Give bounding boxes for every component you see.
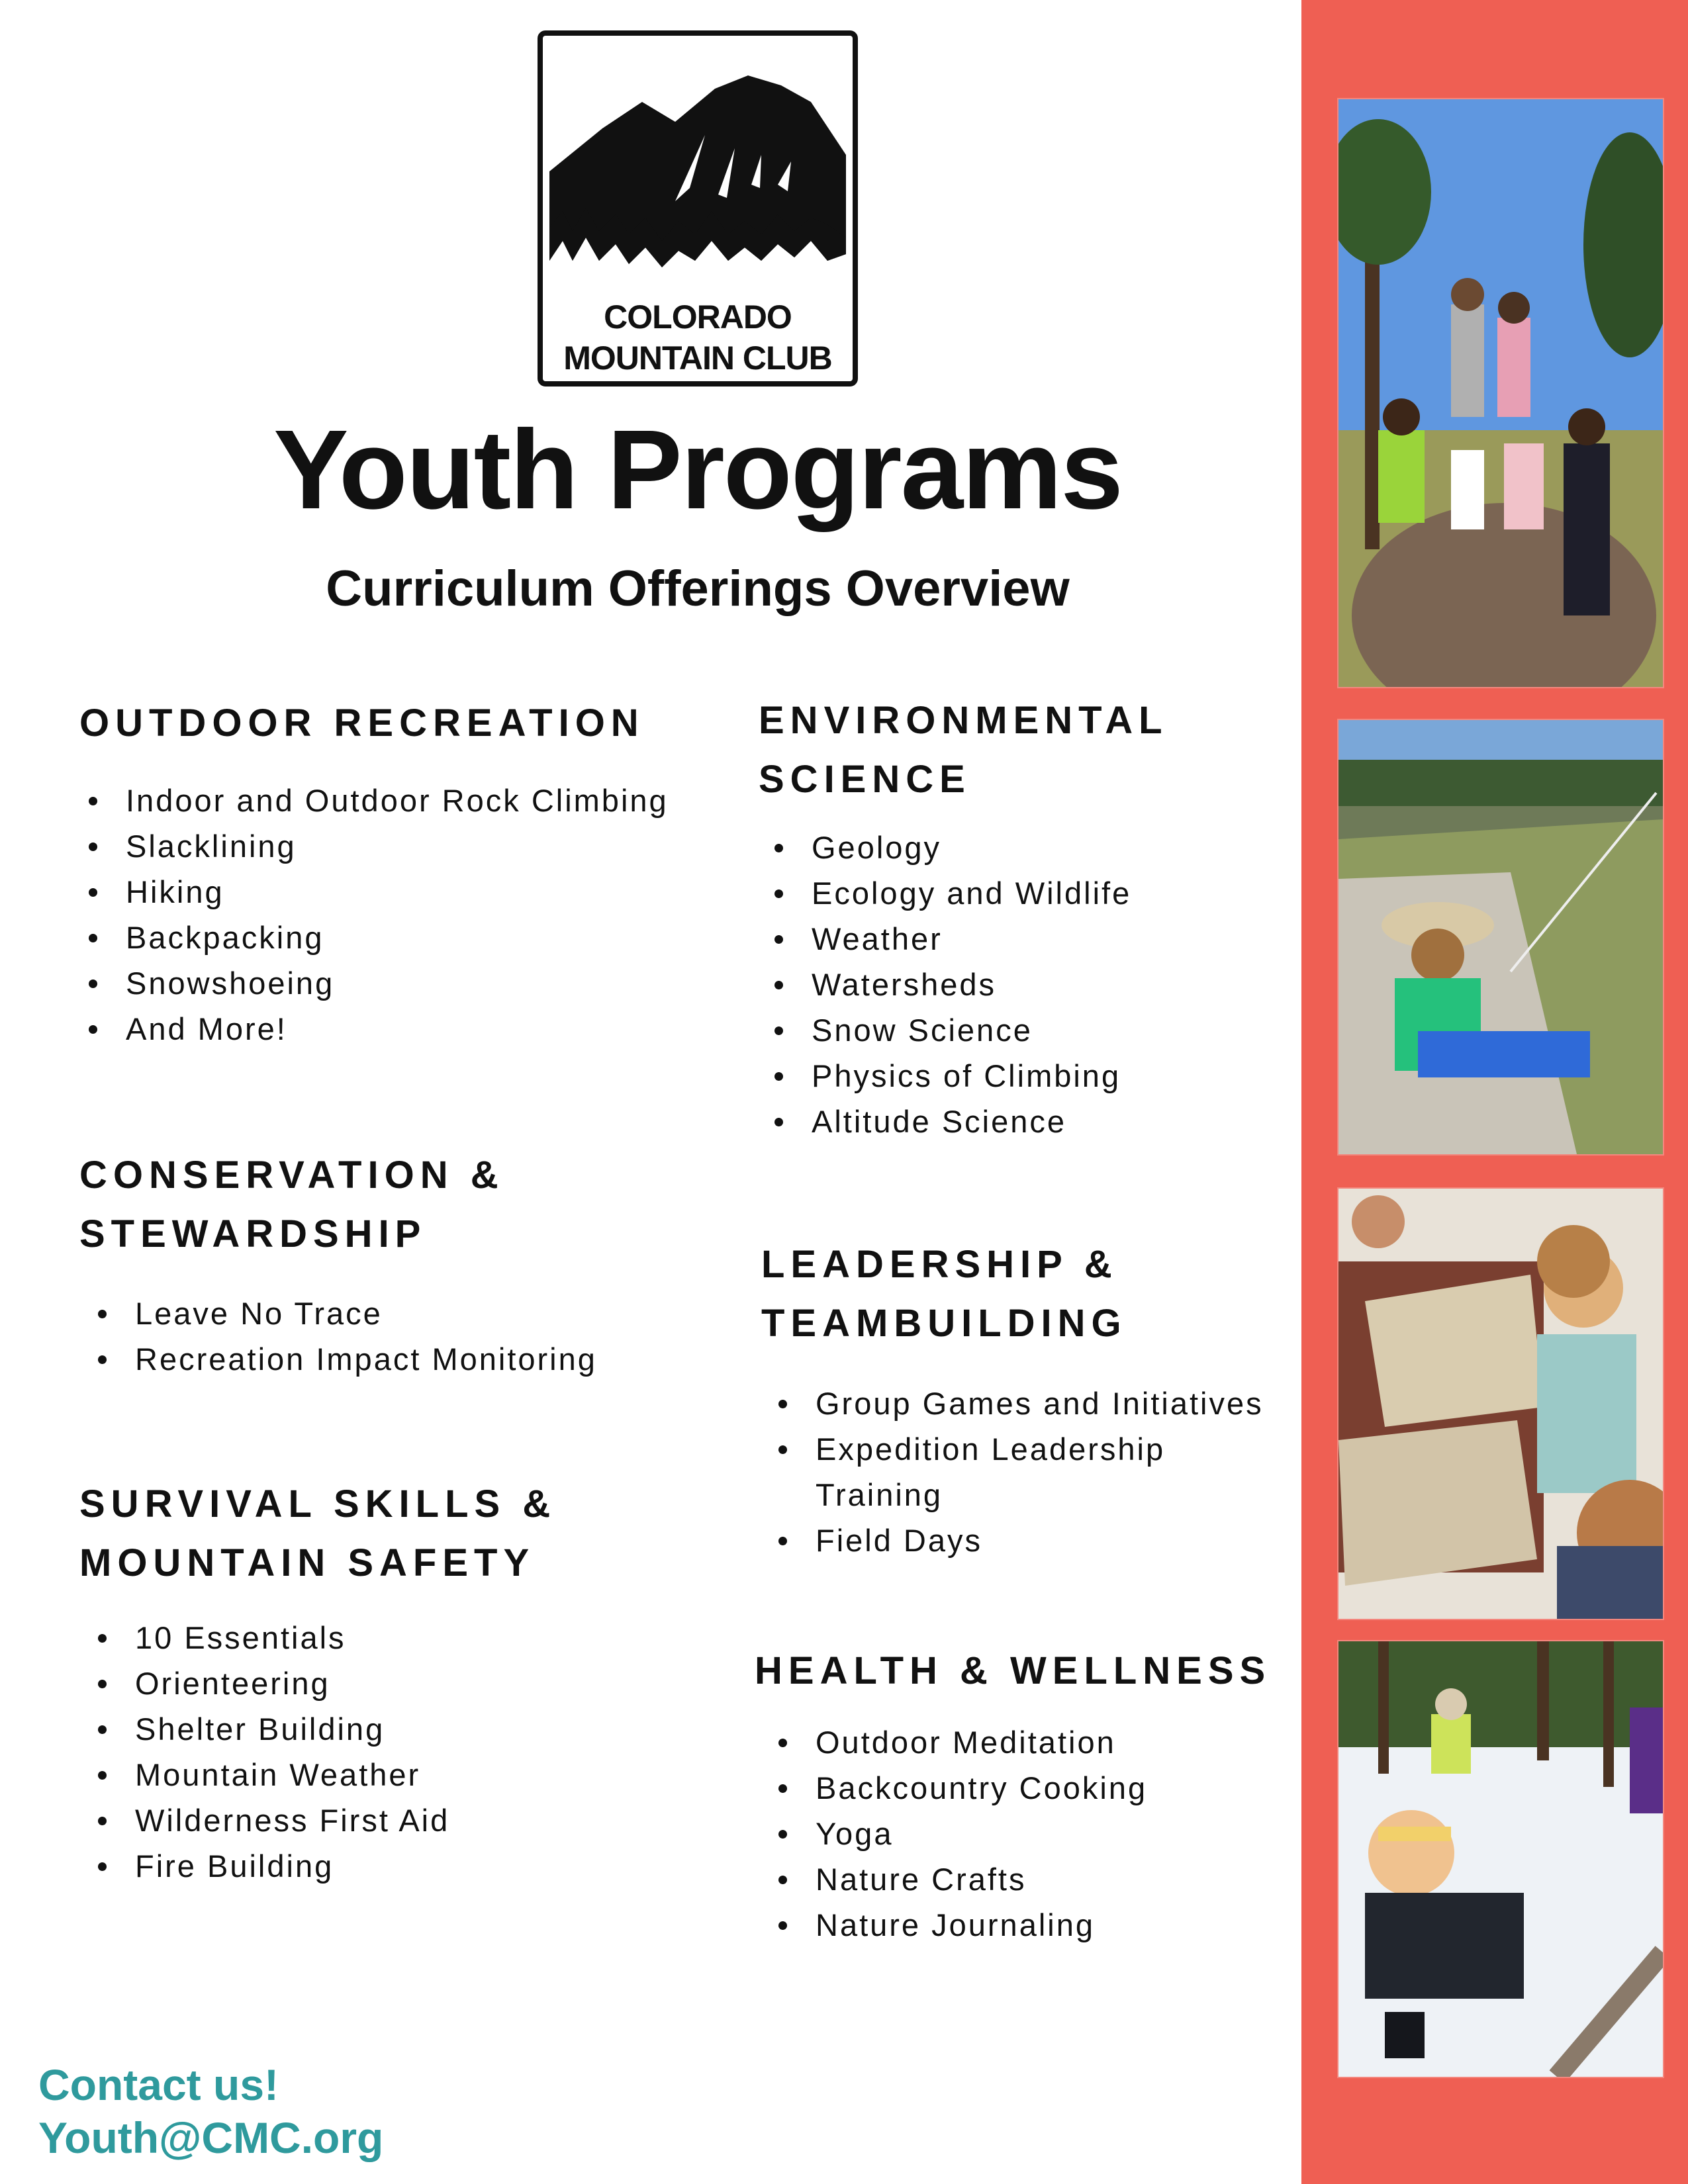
list-item: Expedition Leadership Training: [772, 1426, 1186, 1518]
list-item: Leave No Trace: [91, 1291, 597, 1336]
list-conservation-stewardship: [91, 1291, 597, 1382]
list-survival-mountain-safety: [91, 1615, 449, 1889]
heading-survival-mountain-safety: [79, 1475, 556, 1592]
heading-environmental-science-line2: SCIENCE: [759, 758, 971, 801]
contact-block: [38, 2058, 383, 2164]
page-title: Youth Programs: [273, 407, 1122, 533]
list-item: Nature Crafts: [772, 1856, 1147, 1902]
list-item: Backcountry Cooking: [772, 1765, 1147, 1811]
logo-text-line2: MOUNTAIN CLUB: [563, 340, 832, 377]
photo-kids-with-maps: [1337, 1187, 1664, 1620]
heading-conservation-line1: CONSERVATION &: [79, 1154, 504, 1197]
heading-leadership-line1: LEADERSHIP &: [761, 1243, 1118, 1286]
list-item: Orienteering: [91, 1661, 449, 1706]
heading-leadership-teambuilding: [761, 1235, 1127, 1353]
list-leadership-teambuilding: [772, 1381, 1262, 1563]
list-item: Ecology and Wildlife: [768, 870, 1131, 916]
list-item: Watersheds: [768, 962, 1131, 1007]
list-item: Nature Journaling: [772, 1902, 1147, 1948]
heading-health-wellness: [755, 1641, 1271, 1700]
list-item: Outdoor Meditation: [772, 1719, 1147, 1765]
heading-outdoor-recreation: [79, 694, 645, 752]
logo-text-line1: COLORADO: [604, 298, 792, 336]
list-item: Recreation Impact Monitoring: [91, 1336, 597, 1382]
heading-survival-line2: MOUNTAIN SAFETY: [79, 1541, 536, 1584]
list-item: Geology: [768, 825, 1131, 870]
list-item: Mountain Weather: [91, 1752, 449, 1797]
list-item: Indoor and Outdoor Rock Climbing: [82, 778, 669, 823]
photo-kid-fishing: [1337, 719, 1664, 1156]
heading-environmental-science-line1: ENVIRONMENTAL: [759, 699, 1168, 742]
heading-outdoor-recreation-text: OUTDOOR RECREATION: [79, 702, 645, 745]
list-item: Group Games and Initiatives: [772, 1381, 1262, 1426]
list-item: Snow Science: [768, 1007, 1131, 1053]
list-item: Yoga: [772, 1811, 1147, 1856]
list-item: Slacklining: [82, 823, 669, 869]
contact-email-link[interactable]: Youth@CMC.org: [38, 2113, 384, 2162]
list-item: And More!: [82, 1006, 669, 1052]
list-item: Weather: [768, 916, 1131, 962]
list-item: Hiking: [82, 869, 669, 915]
mountain-icon: [549, 62, 846, 300]
heading-survival-line1: SURVIVAL SKILLS &: [79, 1482, 557, 1525]
list-item: Shelter Building: [91, 1706, 449, 1752]
list-item: Wilderness First Aid: [91, 1797, 449, 1843]
photo-kid-in-snow: [1337, 1640, 1664, 2078]
list-item: Backpacking: [82, 915, 669, 960]
list-health-wellness: [772, 1719, 1147, 1948]
heading-conservation-stewardship: [79, 1146, 504, 1263]
page-subtitle: Curriculum Offerings Overview: [326, 561, 1070, 617]
contact-heading: Contact us!: [38, 2060, 279, 2109]
list-environmental-science: [768, 825, 1131, 1144]
list-item: 10 Essentials: [91, 1615, 449, 1661]
heading-leadership-line2: TEAMBUILDING: [761, 1302, 1127, 1345]
colorado-mountain-club-logo: [538, 30, 858, 387]
heading-conservation-line2: STEWARDSHIP: [79, 1212, 427, 1255]
list-item: Physics of Climbing: [768, 1053, 1131, 1099]
list-item: Fire Building: [91, 1843, 449, 1889]
list-item: Altitude Science: [768, 1099, 1131, 1144]
list-item: Field Days: [772, 1518, 1262, 1563]
list-outdoor-recreation: [82, 778, 669, 1052]
heading-health-wellness-text: HEALTH & WELLNESS: [755, 1649, 1272, 1692]
list-item: Snowshoeing: [82, 960, 669, 1006]
heading-environmental-science: [759, 691, 1168, 809]
